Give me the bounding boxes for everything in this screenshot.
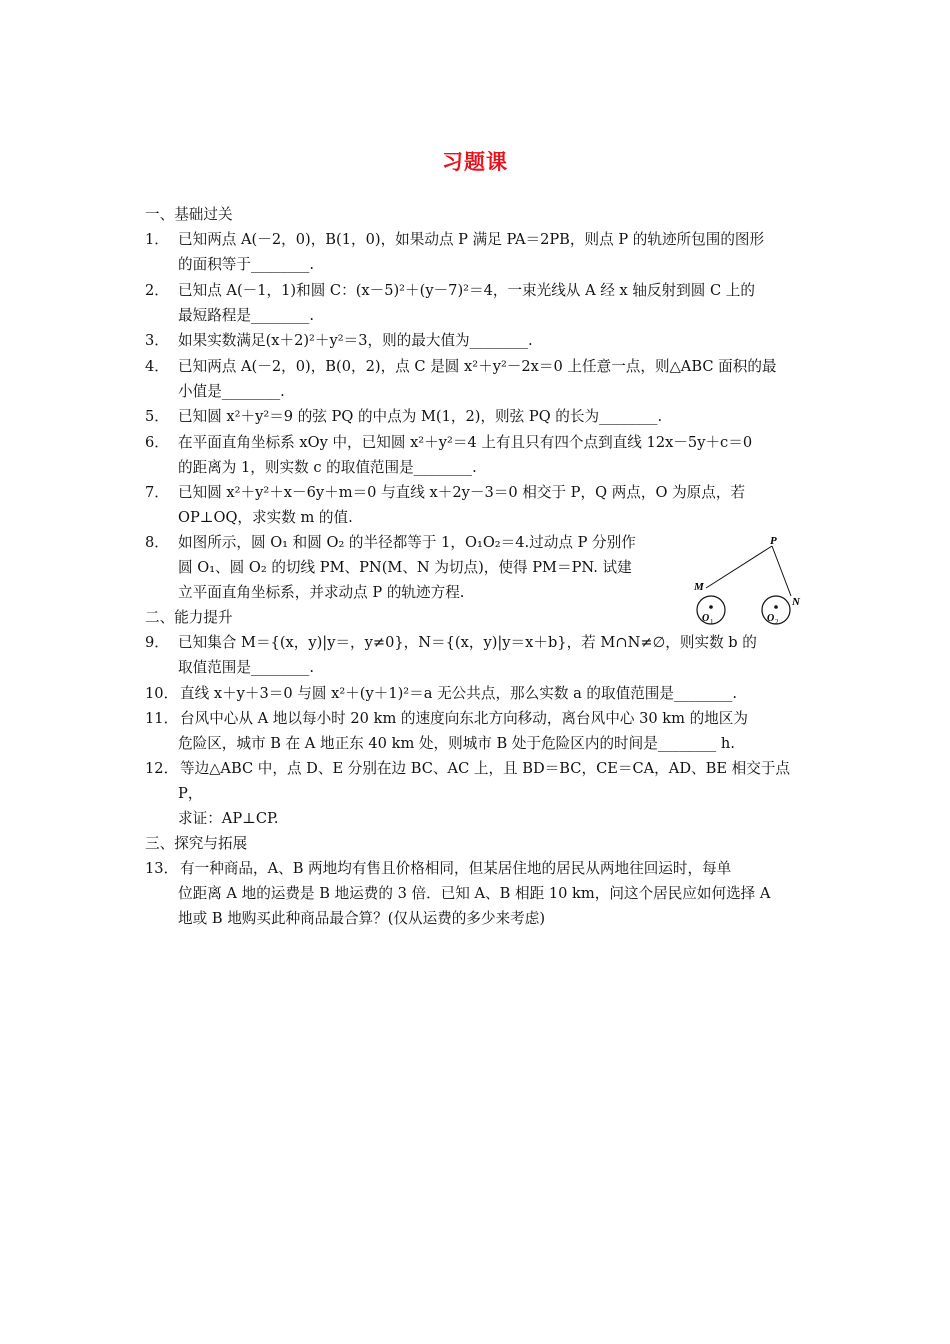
problem-text: 如果实数满足(x＋2)²＋y²＝3，则的最大值为________. <box>178 332 533 349</box>
problem-text: 危险区，城市 B 在 A 地正东 40 km 处，则城市 B 处于危险区内的时间是________ h. <box>178 735 735 752</box>
page-title: 习题课 <box>442 150 508 174</box>
problem-text: 等边△ABC 中，点 D、E 分别在边 BC、AC 上，且 BD＝BC，CE＝CA，AD、BE 相交于点 <box>180 760 791 777</box>
center-o1-dot <box>709 605 713 609</box>
tangent-circles-figure <box>688 534 813 626</box>
label-p: P <box>770 535 777 547</box>
problem-number: 13． <box>145 860 179 877</box>
problem-number: 5． <box>145 408 169 425</box>
problem-text: 地或 B 地购买此种商品最合算？(仅从运费的多少来考虑) <box>178 910 546 927</box>
problem-number: 12． <box>145 760 179 777</box>
problem-number: 7． <box>145 484 169 501</box>
section-heading-basic: 一、基础过关 <box>145 206 233 223</box>
problem-text: 如图所示，圆 O₁ 和圆 O₂ 的半径都等于 1，O₁O₂＝4.过动点 P 分别作 <box>178 534 636 551</box>
center-o2-dot <box>774 605 778 609</box>
problem-text: 已知点 A(－1，1)和圆 C：(x－5)²＋(y－7)²＝4，一束光线从 A 经 x 轴反射到圆 C 上的 <box>178 282 755 299</box>
problem-text: 圆 O₁、圆 O₂ 的切线 PM、PN(M、N 为切点)，使得 PM＝PN. 试建 <box>178 559 632 576</box>
section-heading-ability: 二、能力提升 <box>145 609 233 626</box>
problem-text: 台风中心从 A 地以每小时 20 km 的速度向东北方向移动，离台风中心 30 km 的地区为 <box>180 710 748 727</box>
problem-number: 3． <box>145 332 169 349</box>
problem-text: 最短路程是________. <box>178 307 314 324</box>
problem-text: 已知两点 A(－2，0)，B(1，0)，如果动点 P 满足 PA＝2PB，则点 P 的轨迹所包围的图形 <box>178 231 765 248</box>
problem-text: 已知圆 x²＋y²＋x－6y＋m＝0 与直线 x＋2y－3＝0 相交于 P，Q 两点，O 为原点，若 <box>178 484 746 501</box>
problem-text: 位距离 A 地的运费是 B 地运费的 3 倍．已知 A、B 相距 10 km，问这个居民应如何选择 A <box>178 885 771 902</box>
label-o1: O <box>702 613 710 624</box>
problem-text: 的距离为 1，则实数 c 的取值范围是________. <box>178 459 477 476</box>
problem-number: 10． <box>145 685 179 702</box>
problem-text: 已知圆 x²＋y²＝9 的弦 PQ 的中点为 M(1，2)，则弦 PQ 的长为________. <box>178 408 663 425</box>
problem-text: 有一种商品，A、B 两地均有售且价格相同，但某居住地的居民从两地往回运时，每单 <box>180 860 732 877</box>
problem-number: 6． <box>145 434 169 451</box>
problem-number: 4． <box>145 358 169 375</box>
label-o2: O <box>767 613 775 624</box>
problem-text: 在平面直角坐标系 xOy 中，已知圆 x²＋y²＝4 上有且只有四个点到直线 12x－5y＋c＝0 <box>178 434 753 451</box>
problem-text: 已知集合 M＝{(x，y)|y＝，y≠0}，N＝{(x，y)|y＝x＋b}，若 M∩N≠∅，则实数 b 的 <box>178 634 757 651</box>
problem-text: 取值范围是________. <box>178 659 314 676</box>
problem-text: OP⊥OQ，求实数 m 的值. <box>178 509 353 526</box>
problem-text: P， <box>178 785 203 802</box>
problem-text: 的面积等于________. <box>178 256 314 273</box>
problem-text: 立平面直角坐标系，并求动点 P 的轨迹方程. <box>178 584 465 601</box>
section-heading-explore: 三、探究与拓展 <box>145 835 248 852</box>
tangent-line-pm <box>706 546 772 588</box>
problem-number: 1． <box>145 231 169 248</box>
problem-text: 求证：AP⊥CP. <box>178 810 279 827</box>
label-o2-sub: 2 <box>775 618 779 626</box>
problem-text: 直线 x＋y＋3＝0 与圆 x²＋(y＋1)²＝a 无公共点，那么实数 a 的取值范围是________. <box>180 685 737 702</box>
problem-text: 小值是________. <box>178 383 285 400</box>
label-n: N <box>792 596 800 608</box>
problem-text: 已知两点 A(－2，0)，B(0，2)，点 C 是圆 x²＋y²－2x＝0 上任意一点，则△ABC 面积的最 <box>178 358 777 375</box>
problem-number: 11． <box>145 710 179 727</box>
tangent-line-pn <box>772 546 791 596</box>
problem-number: 8． <box>145 534 169 551</box>
problem-number: 9． <box>145 634 169 651</box>
label-m: M <box>694 581 704 593</box>
problem-number: 2． <box>145 282 169 299</box>
label-o1-sub: 1 <box>710 618 714 626</box>
